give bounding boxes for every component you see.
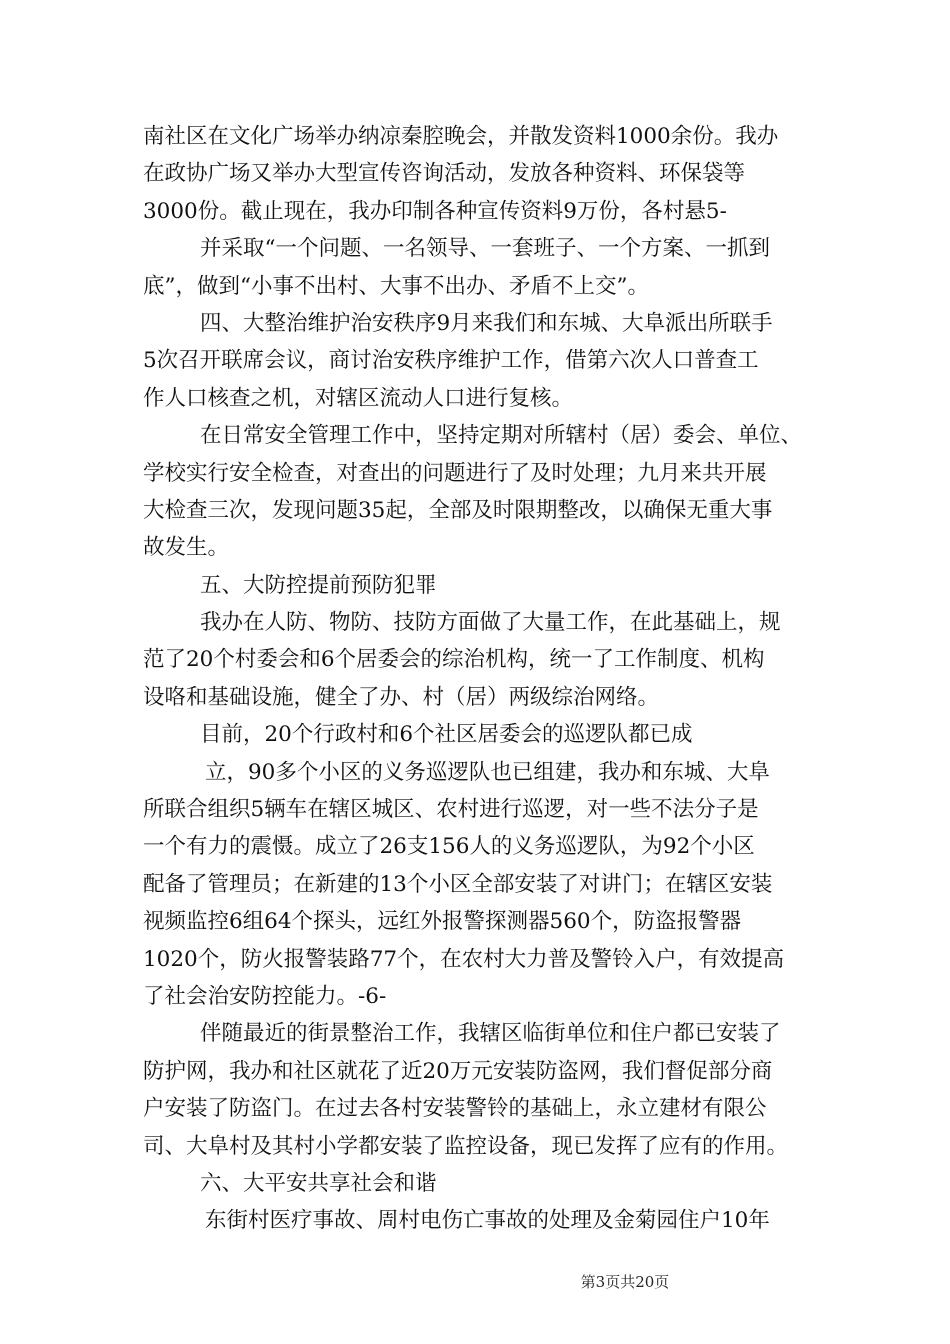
page-number: 第3页共20页 (580, 1273, 670, 1291)
text-line: 范了20个村委会和6个居委会的综治机构，统一了工作制度、机构 (143, 647, 765, 673)
section-heading-6: 六、大平安共享社会和谐 (200, 1170, 437, 1196)
text-line: 作人口核查之机，对辖区流动人口进行复核。 (143, 385, 574, 411)
text-line: 立，90多个小区的义务巡逻队也已组建，我办和东城、大阜 (205, 759, 770, 785)
text-line: 配备了管理员；在新建的13个小区全部安装了对讲门；在辖区安装 (143, 871, 773, 897)
text-line: 故发生。 (143, 535, 230, 561)
section-heading-4: 四、大整治维护治安秩序9月来我们和东城、大阜派出所联手 (200, 310, 773, 336)
text-line: 设咯和基础设施，健全了办、村（居）两级综治网络。 (143, 684, 660, 710)
text-line: 在日常安全管理工作中，坚持定期对所辖村（居）委会、单位、 (200, 423, 803, 449)
text-line: 户安装了防盗门。在过去各村安装警铃的基础上，永立建材有限公 (143, 1096, 767, 1122)
text-line: 了社会治安防控能力。-6- (143, 983, 387, 1009)
text-line: 我办在人防、物防、技防方面做了大量工作，在此基础上，规 (200, 610, 781, 636)
text-line: 南社区在文化广场举办纳凉秦腔晚会，并散发资料1000余份。我办 (143, 124, 779, 149)
text-line: 学校实行安全检查，对查出的问题进行了及时处理；九月来共开展 (143, 460, 767, 486)
text-line: 防护网，我办和社区就花了近20万元安装防盗网，我们督促部分商 (143, 1058, 773, 1084)
text-line: 大检查三次，发现问题35起，全部及时限期整改，以确保无重大事 (143, 497, 773, 523)
text-line: 在政协广场又举办大型宣传咨询活动，发放各种资料、环保袋等 (143, 161, 746, 187)
text-line: 所联合组织5辆车在辖区城区、农村进行巡逻，对一些不法分子是 (143, 797, 759, 823)
text-line: 5次召开联席会议，商讨治安秩序维护工作，借第六次人口普查工 (143, 348, 759, 374)
text-line: 一个有力的震慑。成立了26支156人的义务巡逻队，为92个小区 (143, 834, 755, 860)
document-body (143, 118, 815, 1240)
text-line: 底”，做到“小事不出村、大事不出办、矛盾不上交”。 (143, 273, 649, 299)
text-line: 伴随最近的街景整治工作，我辖区临街单位和住户都已安装了 (200, 1021, 781, 1047)
text-line: 并采取“一个问题、一名领导、一套班子、一个方案、一抓到 (200, 236, 770, 262)
text-line: 1020个，防火报警装路77个，在农村大力普及警铃入户，有效提高 (143, 946, 785, 972)
page-footer (0, 1272, 950, 1292)
section-heading-5: 五、大防控提前预防犯罪 (200, 572, 437, 598)
text-line: 3000份。截止现在，我办印制各种宣传资料9万份，各村悬5- (143, 198, 727, 224)
text-line: 司、大阜村及其村小学都安装了监控设备，现已发挥了应有的作用。 (143, 1133, 789, 1159)
text-line: 视频监控6组64个探头，远红外报警探测器560个，防盗报警器 (143, 909, 742, 935)
text-line: 东街村医疗事故、周村电伤亡事故的处理及金菊园住户10年 (205, 1208, 770, 1234)
text-line: 目前，20个行政村和6个社区居委会的巡逻队都已成 (200, 722, 693, 748)
